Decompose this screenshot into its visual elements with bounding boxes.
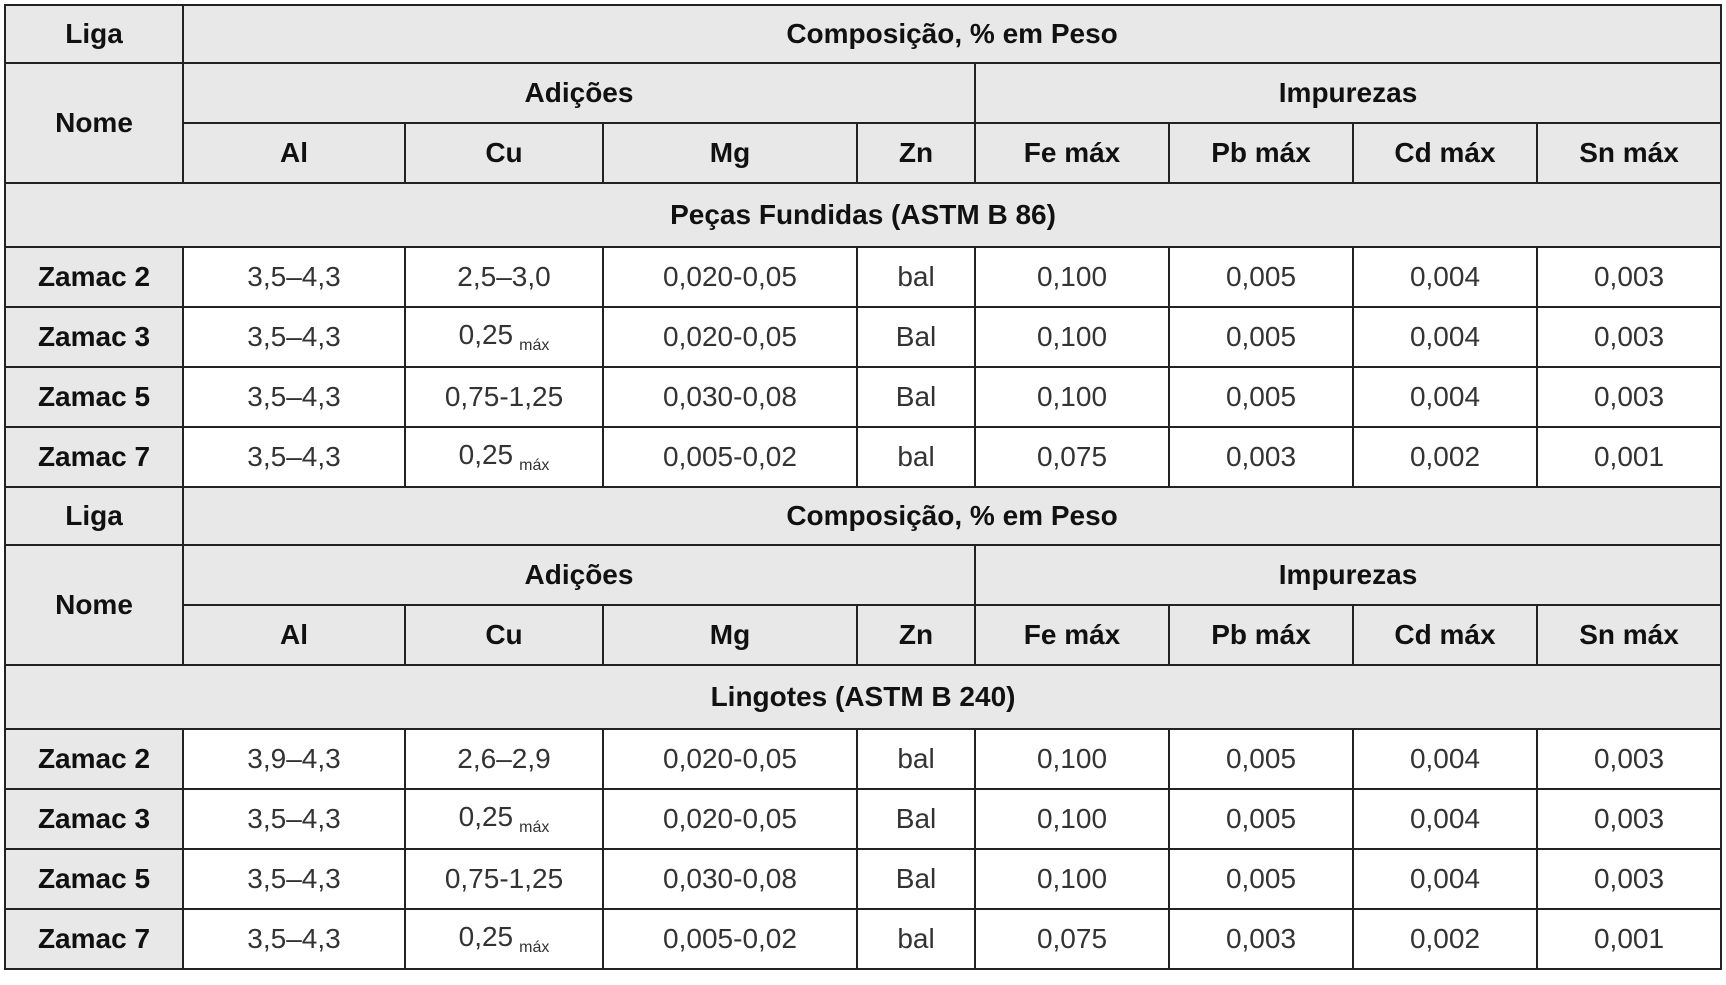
impurezas-header: Impurezas	[975, 63, 1721, 123]
adicoes-header: Adições	[183, 545, 975, 605]
cu-cell	[405, 247, 603, 307]
liga-header: Liga	[5, 5, 183, 63]
column-header-zn: Zn	[857, 605, 975, 665]
alloy-name: Zamac 5	[5, 849, 183, 909]
mg-value: 0,020-0,05	[603, 307, 857, 367]
cu-value: 2,6–2,9	[457, 743, 551, 774]
al-value: 3,5–4,3	[183, 849, 405, 909]
composicao-header: Composição, % em Peso	[183, 5, 1721, 63]
pb-value: 0,005	[1169, 367, 1353, 427]
section-title-row	[5, 183, 1721, 247]
nome-header: Nome	[5, 545, 183, 665]
table-row	[5, 247, 1721, 307]
zn-value: Bal	[857, 789, 975, 849]
cu-value: 0,25	[458, 319, 514, 350]
cu-cell	[405, 849, 603, 909]
section-title: Peças Fundidas (ASTM B 86)	[5, 183, 1721, 247]
column-header-sn-max: Sn máx	[1537, 123, 1721, 183]
cu-cell	[405, 909, 603, 969]
al-value: 3,9–4,3	[183, 729, 405, 789]
fe-value: 0,100	[975, 307, 1169, 367]
table-row	[5, 849, 1721, 909]
cu-cell	[405, 427, 603, 487]
cu-value: 0,75-1,25	[444, 863, 564, 894]
header-row-middle	[5, 63, 1721, 123]
cd-value: 0,004	[1353, 367, 1537, 427]
zn-value: bal	[857, 729, 975, 789]
cu-value: 2,5–3,0	[457, 261, 551, 292]
al-value: 3,5–4,3	[183, 427, 405, 487]
column-header-zn: Zn	[857, 123, 975, 183]
mg-value: 0,020-0,05	[603, 729, 857, 789]
liga-header: Liga	[5, 487, 183, 545]
al-value: 3,5–4,3	[183, 789, 405, 849]
fe-value: 0,100	[975, 849, 1169, 909]
column-header-fe-max: Fe máx	[975, 605, 1169, 665]
nome-header: Nome	[5, 63, 183, 183]
cu-value: 0,25	[458, 439, 514, 470]
column-header-fe-max: Fe máx	[975, 123, 1169, 183]
cu-max-suffix: máx	[519, 939, 550, 956]
alloy-name: Zamac 3	[5, 789, 183, 849]
zn-value: Bal	[857, 367, 975, 427]
table-row	[5, 427, 1721, 487]
column-header-mg: Mg	[603, 123, 857, 183]
alloy-name: Zamac 3	[5, 307, 183, 367]
column-header-pb-max: Pb máx	[1169, 605, 1353, 665]
section-title-row	[5, 665, 1721, 729]
table-row	[5, 307, 1721, 367]
sn-value: 0,003	[1537, 789, 1721, 849]
al-value: 3,5–4,3	[183, 247, 405, 307]
cu-max-suffix: máx	[519, 819, 550, 836]
sn-value: 0,003	[1537, 307, 1721, 367]
column-header-pb-max: Pb máx	[1169, 123, 1353, 183]
header-row-top	[5, 5, 1721, 63]
sn-value: 0,003	[1537, 729, 1721, 789]
cd-value: 0,002	[1353, 427, 1537, 487]
alloy-name: Zamac 7	[5, 427, 183, 487]
pb-value: 0,005	[1169, 729, 1353, 789]
column-header-cd-max: Cd máx	[1353, 123, 1537, 183]
cd-value: 0,004	[1353, 247, 1537, 307]
cu-cell	[405, 307, 603, 367]
fe-value: 0,100	[975, 367, 1169, 427]
pb-value: 0,005	[1169, 307, 1353, 367]
fe-value: 0,075	[975, 427, 1169, 487]
alloy-name: Zamac 2	[5, 247, 183, 307]
table-row	[5, 729, 1721, 789]
column-header-mg: Mg	[603, 605, 857, 665]
fe-value: 0,100	[975, 247, 1169, 307]
section-title: Lingotes (ASTM B 240)	[5, 665, 1721, 729]
mg-value: 0,030-0,08	[603, 367, 857, 427]
mg-value: 0,020-0,05	[603, 789, 857, 849]
cd-value: 0,004	[1353, 849, 1537, 909]
mg-value: 0,030-0,08	[603, 849, 857, 909]
column-header-al: Al	[183, 605, 405, 665]
sn-value: 0,001	[1537, 909, 1721, 969]
alloy-name: Zamac 2	[5, 729, 183, 789]
zamac-composition-table	[4, 4, 1722, 970]
header-row-columns	[5, 123, 1721, 183]
table-row	[5, 909, 1721, 969]
pb-value: 0,005	[1169, 247, 1353, 307]
column-header-sn-max: Sn máx	[1537, 605, 1721, 665]
alloy-name: Zamac 5	[5, 367, 183, 427]
cd-value: 0,004	[1353, 789, 1537, 849]
column-header-cu: Cu	[405, 605, 603, 665]
zn-value: bal	[857, 909, 975, 969]
alloy-name: Zamac 7	[5, 909, 183, 969]
header-row-middle	[5, 545, 1721, 605]
cu-max-suffix: máx	[519, 457, 550, 474]
table-row	[5, 367, 1721, 427]
zn-value: Bal	[857, 849, 975, 909]
cd-value: 0,002	[1353, 909, 1537, 969]
zn-value: Bal	[857, 307, 975, 367]
pb-value: 0,003	[1169, 427, 1353, 487]
pb-value: 0,005	[1169, 789, 1353, 849]
sn-value: 0,003	[1537, 367, 1721, 427]
cd-value: 0,004	[1353, 307, 1537, 367]
cu-value: 0,25	[458, 801, 514, 832]
cu-max-suffix: máx	[519, 337, 550, 354]
pb-value: 0,003	[1169, 909, 1353, 969]
cu-cell	[405, 729, 603, 789]
sn-value: 0,003	[1537, 849, 1721, 909]
impurezas-header: Impurezas	[975, 545, 1721, 605]
column-header-cd-max: Cd máx	[1353, 605, 1537, 665]
header-row-columns	[5, 605, 1721, 665]
zn-value: bal	[857, 247, 975, 307]
sn-value: 0,001	[1537, 427, 1721, 487]
cu-value: 0,75-1,25	[444, 381, 564, 412]
fe-value: 0,075	[975, 909, 1169, 969]
fe-value: 0,100	[975, 729, 1169, 789]
al-value: 3,5–4,3	[183, 909, 405, 969]
cd-value: 0,004	[1353, 729, 1537, 789]
adicoes-header: Adições	[183, 63, 975, 123]
table-row	[5, 789, 1721, 849]
column-header-al: Al	[183, 123, 405, 183]
cu-cell	[405, 789, 603, 849]
al-value: 3,5–4,3	[183, 307, 405, 367]
composicao-header: Composição, % em Peso	[183, 487, 1721, 545]
cu-cell	[405, 367, 603, 427]
sn-value: 0,003	[1537, 247, 1721, 307]
pb-value: 0,005	[1169, 849, 1353, 909]
mg-value: 0,005-0,02	[603, 427, 857, 487]
zn-value: bal	[857, 427, 975, 487]
al-value: 3,5–4,3	[183, 367, 405, 427]
mg-value: 0,020-0,05	[603, 247, 857, 307]
cu-value: 0,25	[458, 921, 514, 952]
mg-value: 0,005-0,02	[603, 909, 857, 969]
fe-value: 0,100	[975, 789, 1169, 849]
header-row-top	[5, 487, 1721, 545]
column-header-cu: Cu	[405, 123, 603, 183]
